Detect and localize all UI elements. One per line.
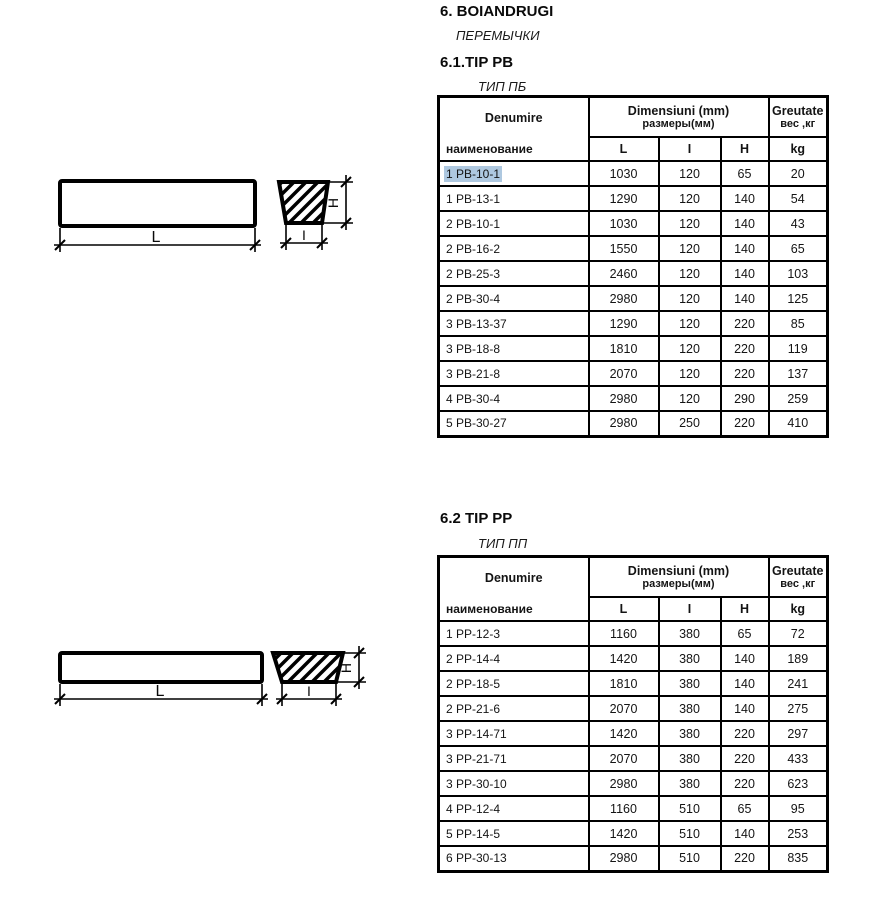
cell-height: 140 [721,646,769,671]
cell-weight: 125 [769,286,828,311]
row-name-text: 1 PP-12-3 [446,626,501,641]
row-name-text: 3 PB-13-37 [446,316,507,331]
cross-section-hatched [273,653,343,682]
cell-weight: 72 [769,621,828,646]
header-denumire-ro: Denumire [484,111,543,125]
cell-height: 220 [721,721,769,746]
header-dimensiuni-ru: размеры(мм) [642,118,715,131]
row-name-text: 3 PB-18-8 [446,341,501,356]
cell-height: 220 [721,411,769,436]
cell-width: 120 [659,161,721,186]
cell-name [439,746,589,771]
row-name-text: 1 PB-13-1 [446,191,501,206]
cell-width: 380 [659,696,721,721]
row-name-text: 2 PP-21-6 [446,701,501,716]
cell-height: 220 [721,361,769,386]
table-row [439,386,828,411]
cell-name [439,386,589,411]
cell-weight: 275 [769,696,828,721]
pb-table-body [439,161,828,436]
row-name-text: 2 PB-16-2 [446,241,501,256]
table-row [439,161,828,186]
row-name-text: 2 PB-30-4 [446,291,501,306]
section1-title: 6. BOIANDRUGI [440,3,554,20]
beam-elevation-outline [60,653,262,682]
row-name-text: 2 PP-18-5 [446,676,501,691]
table-row [439,796,828,821]
cell-length: 1030 [589,211,659,236]
header-greutate-ru: вес ,кг [780,118,816,131]
cell-height: 140 [721,261,769,286]
cell-weight: 433 [769,746,828,771]
row-name-text: 2 PB-25-3 [446,266,501,281]
cell-width: 510 [659,821,721,846]
row-name-text: 4 PP-12-4 [446,801,501,816]
cell-length: 1290 [589,311,659,336]
header-dimensiuni-ru: размеры(мм) [642,578,715,591]
cell-width: 380 [659,671,721,696]
cell-name [439,336,589,361]
table-row [439,361,828,386]
cell-name [439,186,589,211]
table-row [439,261,828,286]
cell-name [439,411,589,436]
table-row [439,671,828,696]
cell-name [439,646,589,671]
table-row [439,721,828,746]
cell-weight: 623 [769,771,828,796]
cell-weight: 259 [769,386,828,411]
cell-height: 140 [721,696,769,721]
cell-width: 380 [659,721,721,746]
row-name-text: 3 PP-21-71 [446,751,507,766]
section2-subheading: ТИП ПП [478,536,528,551]
cell-width: 120 [659,211,721,236]
cell-length: 2980 [589,286,659,311]
cell-width: 120 [659,336,721,361]
cell-name [439,621,589,646]
cell-weight: 85 [769,311,828,336]
header-denumire-ro: Denumire [484,571,543,585]
section1-heading: 6.1.TIP PB [440,54,514,71]
row-name-text: 4 PB-30-4 [446,391,501,406]
cell-name [439,671,589,696]
header-dimensiuni [589,97,769,138]
cell-width: 120 [659,261,721,286]
cell-length: 2070 [589,746,659,771]
header-kg-unit: kg [769,597,828,621]
table-row [439,696,828,721]
cell-weight: 119 [769,336,828,361]
header-denumire [439,97,589,162]
table-row [439,236,828,261]
beam-elevation-outline [60,181,255,226]
row-name-text: 5 PP-14-5 [446,826,501,841]
length-label: L [151,229,161,246]
cell-length: 1550 [589,236,659,261]
cell-weight: 297 [769,721,828,746]
cell-width: 120 [659,236,721,261]
cell-width: 120 [659,186,721,211]
cell-weight: 65 [769,236,828,261]
header-greutate [769,557,828,598]
cell-width: 380 [659,771,721,796]
pb-spec-table [437,95,829,438]
row-name-text-selected[interactable]: 1 PB-10-1 [446,166,501,181]
header-greutate-ro: Greutate [772,104,824,119]
cell-name [439,771,589,796]
cell-length: 1810 [589,336,659,361]
cell-weight: 410 [769,411,828,436]
cell-length: 1160 [589,796,659,821]
header-dimensiuni-ro: Dimensiuni (mm) [627,564,730,579]
table-row [439,771,828,796]
cell-width: 380 [659,746,721,771]
pb-lintel-drawing [40,160,370,270]
header-kg-unit: kg [769,137,828,161]
pp-table-container [437,555,829,873]
header-col-l: L [589,597,659,621]
cell-length: 1420 [589,721,659,746]
cell-weight: 137 [769,361,828,386]
width-label: I [307,683,311,699]
cell-height: 140 [721,286,769,311]
cell-weight: 835 [769,846,828,871]
cell-width: 120 [659,386,721,411]
table-row [439,621,828,646]
height-label: H [338,662,354,674]
width-label: I [302,227,306,243]
table-row [439,846,828,871]
cell-name [439,796,589,821]
header-dimensiuni [589,557,769,598]
table-row [439,186,828,211]
cell-height: 65 [721,796,769,821]
cell-name [439,161,589,186]
header-col-l: L [589,137,659,161]
cell-name [439,721,589,746]
row-name-text: 3 PP-30-10 [446,776,507,791]
cell-height: 140 [721,671,769,696]
cell-length: 1160 [589,621,659,646]
cell-width: 120 [659,311,721,336]
cell-length: 2460 [589,261,659,286]
cell-weight: 95 [769,796,828,821]
header-greutate-ro: Greutate [772,564,824,579]
table-row [439,411,828,436]
cell-length: 2980 [589,411,659,436]
cell-weight: 54 [769,186,828,211]
cell-height: 290 [721,386,769,411]
cell-name [439,311,589,336]
table-row [439,286,828,311]
cell-length: 1810 [589,671,659,696]
cell-length: 2980 [589,386,659,411]
table-row [439,646,828,671]
cell-length: 1030 [589,161,659,186]
header-col-i: I [659,137,721,161]
cell-height: 140 [721,186,769,211]
header-col-i: I [659,597,721,621]
cell-width: 510 [659,846,721,871]
cell-weight: 43 [769,211,828,236]
header-denumire [439,557,589,622]
cell-name [439,261,589,286]
cell-height: 140 [721,211,769,236]
cell-length: 2980 [589,771,659,796]
cell-length: 2070 [589,361,659,386]
cell-weight: 189 [769,646,828,671]
section2-heading: 6.2 TIP PP [440,510,513,527]
height-label: H [325,197,341,209]
cell-width: 120 [659,361,721,386]
cell-height: 65 [721,161,769,186]
table-row [439,821,828,846]
section1-subtitle: ПЕРЕМЫЧКИ [456,28,540,43]
row-name-text: 3 PB-21-8 [446,366,501,381]
cell-width: 510 [659,796,721,821]
cell-name [439,821,589,846]
header-col-h: H [721,597,769,621]
cell-weight: 20 [769,161,828,186]
section1-subheading: ТИП ПБ [478,79,527,94]
cell-height: 140 [721,236,769,261]
cell-name [439,286,589,311]
header-greutate [769,97,828,138]
cell-length: 1420 [589,821,659,846]
cell-name [439,211,589,236]
cell-weight: 253 [769,821,828,846]
table-row [439,746,828,771]
row-name-text: 2 PB-10-1 [446,216,501,231]
cell-height: 220 [721,771,769,796]
cross-section-hatched [279,182,328,223]
pp-table-body [439,621,828,871]
header-col-h: H [721,137,769,161]
cell-width: 250 [659,411,721,436]
cell-name [439,846,589,871]
cell-length: 1290 [589,186,659,211]
pp-lintel-drawing [40,630,385,730]
cell-height: 220 [721,311,769,336]
cell-length: 2070 [589,696,659,721]
cell-width: 380 [659,621,721,646]
cell-length: 2980 [589,846,659,871]
table-row [439,336,828,361]
pp-spec-table [437,555,829,873]
cell-length: 1420 [589,646,659,671]
cell-height: 65 [721,621,769,646]
cell-width: 120 [659,286,721,311]
header-greutate-ru: вес ,кг [780,578,816,591]
table-row [439,311,828,336]
row-name-text: 6 PP-30-13 [446,851,507,866]
cell-name [439,361,589,386]
row-name-text: 3 PP-14-71 [446,726,507,741]
cell-height: 220 [721,336,769,361]
cell-name [439,236,589,261]
header-dimensiuni-ro: Dimensiuni (mm) [627,104,730,119]
pb-table-container [437,95,829,438]
cell-height: 220 [721,846,769,871]
cell-weight: 103 [769,261,828,286]
length-label: L [155,683,165,700]
cell-height: 140 [721,821,769,846]
cell-name [439,696,589,721]
cell-height: 220 [721,746,769,771]
row-name-text: 2 PP-14-4 [446,651,501,666]
table-row [439,211,828,236]
cell-weight: 241 [769,671,828,696]
header-denumire-ru: наименование [446,142,533,156]
row-name-text: 5 PB-30-27 [446,416,507,431]
header-denumire-ru: наименование [446,602,533,616]
cell-width: 380 [659,646,721,671]
